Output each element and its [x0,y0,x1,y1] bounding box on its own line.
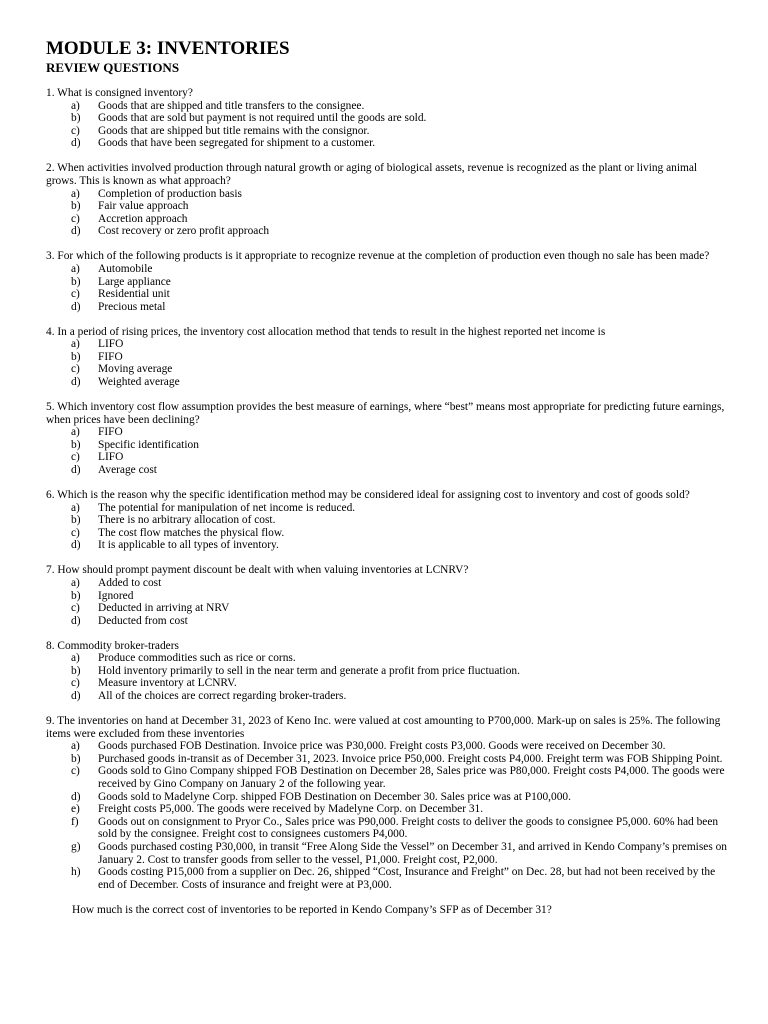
choice-text: Goods purchased FOB Destination. Invoice price was P30,000. Freight costs P3,000. Goods were received on December 30. [98,740,666,753]
choice-text: Produce commodities such as rice or corns. [98,652,296,665]
choice-text: Goods costing P15,000 from a supplier on Dec. 26, shipped “Cost, Insurance and Freight” on Dec. 28, but had not been received by the end of December. Costs of insurance and freight were at P3,000. [98,866,716,891]
choice-item [46,665,728,678]
choice-letter: c) [71,363,80,376]
choice-item [46,690,728,703]
choice-letter: a) [71,99,80,112]
choice-list [46,188,728,238]
choice-item [46,677,728,690]
choice-list [46,740,728,891]
question-text: 6. Which is the reason why the specific identification method may be considered ideal for assigning cost to inventory and cost of goods sold? [46,488,690,501]
choice-text: Goods out on consignment to Pryor Co., Sales price was P90,000. Freight costs to deliver the goods to consignee P5,000. 60% had been sold by the consignee. Freight cost to consignees customers P4,000. [98,815,719,841]
choice-item [46,652,728,665]
choice-letter: b) [71,589,81,602]
question-block [46,326,728,389]
choice-letter: c) [71,765,80,778]
choice-item [46,464,728,477]
choice-text: Weighted average [98,376,180,389]
choice-text: Precious metal [98,300,166,313]
choice-letter: g) [71,841,81,853]
choice-letter: a) [71,501,80,514]
choice-text: FIFO [98,426,123,439]
choice-item [46,803,728,816]
choice-item [46,514,728,527]
choice-letter: a) [71,576,80,589]
choice-item [46,426,728,439]
choice-text: Freight costs P5,000. The goods were received by Madelyne Corp. on December 31. [98,803,484,816]
choice-item [46,590,728,603]
question-text: 4. In a period of rising prices, the inventory cost allocation method that tends to result in the highest reported net income is [46,325,606,338]
choice-text: The cost flow matches the physical flow. [98,526,285,539]
choice-letter: c) [71,124,80,137]
choice-text: Automobile [98,262,153,275]
question-text: 2. When activities involved production through natural growth or aging of biological assets, revenue is recognized as the plant or living animal grows. This is known as what approach? [46,162,698,187]
choice-letter: b) [71,112,81,125]
choice-item [46,740,728,753]
question-block [46,250,728,313]
page-subtitle: REVIEW QUESTIONS [46,60,180,75]
choice-letter: d) [71,614,81,627]
choice-item [46,200,728,213]
final-question: How much is the correct cost of inventories to be reported in Kendo Company’s SFP as of December 31? [72,903,552,916]
choice-letter: h) [71,866,81,879]
choice-text: Deducted in arriving at NRV [98,602,230,615]
choice-item [46,841,728,866]
choice-text: FIFO [98,350,123,363]
choice-text: Goods sold to Madelyne Corp. shipped FOB Destination on December 30. Sales price was at P100,000. [98,790,571,803]
question-text: 7. How should prompt payment discount be dealt with when valuing inventories at LCNRV? [46,564,469,577]
choice-item [46,137,728,150]
choice-letter: b) [71,275,81,288]
choice-list [46,100,728,150]
choice-letter: c) [71,526,80,539]
choice-list [46,263,728,313]
choice-text: Goods that have been segregated for shipment to a customer. [98,137,376,150]
question-text: 1. What is consigned inventory? [46,87,193,99]
question-block [46,489,728,552]
choice-letter: b) [71,514,81,527]
choice-text: There is no arbitrary allocation of cost. [98,514,276,527]
choice-letter: c) [71,288,80,301]
choice-letter: b) [71,752,81,765]
choice-letter: a) [71,338,80,351]
choice-item [46,376,728,389]
choice-item [46,301,728,314]
choice-item [46,502,728,515]
choice-letter: d) [71,137,81,150]
choice-letter: c) [71,451,80,464]
choice-item [46,753,728,766]
choice-item [46,225,728,238]
choice-letter: d) [71,376,81,389]
choice-letter: c) [71,602,80,615]
choice-item [46,351,728,364]
choice-text: Goods purchased costing P30,000, in transit “Free Along Side the Vessel” on December 31, and arrived in Kendo Company’s premises on January 2. Cost to transfer goods from seller to the vessel, P1,000. Freight cost, P2,000. [98,841,728,866]
choice-item [46,213,728,226]
choice-text: Moving average [98,363,173,376]
choice-list [46,577,728,627]
choice-text: Cost recovery or zero profit approach [98,225,270,238]
choice-letter: c) [71,677,80,690]
question-block [46,564,728,627]
choice-letter: d) [71,790,81,803]
choice-text: Accretion approach [98,212,188,225]
choice-text: LIFO [98,451,124,464]
choice-text: Goods that are shipped but title remains with the consignor. [98,124,370,137]
choice-text: Hold inventory primarily to sell in the near term and generate a profit from price fluctuation. [98,664,520,677]
choice-item [46,765,728,790]
question-text: 3. For which of the following products is it appropriate to recognize revenue at the completion of production even though no sale has been made? [46,250,710,263]
choice-item [46,602,728,615]
choice-letter: c) [71,212,80,225]
page-title: MODULE 3: INVENTORIES [46,38,290,59]
choice-item [46,188,728,201]
choice-letter: d) [71,300,81,313]
choice-text: Average cost [98,464,157,476]
choice-text: Ignored [98,589,134,602]
choice-letter: d) [71,464,81,476]
choice-item [46,363,728,376]
choice-item [46,338,728,351]
choice-item [46,112,728,125]
choice-text: Goods sold to Gino Company shipped FOB Destination on December 28, Sales price was P80,000. Freight costs P4,000. The goods were received by Gino Company on January 2 of the following year. [98,765,725,791]
choice-list [46,502,728,552]
question-block [46,715,728,891]
choice-text: All of the choices are correct regarding broker-traders. [98,690,347,703]
choice-letter: b) [71,200,81,213]
choice-item [46,288,728,301]
choice-item [46,451,728,464]
choice-text: LIFO [98,338,124,351]
choice-letter: d) [71,539,81,552]
choice-text: Deducted from cost [98,614,188,627]
choice-letter: d) [71,690,81,703]
choice-item [46,100,728,113]
question-block [46,401,728,477]
choice-letter: b) [71,438,81,451]
choice-item [46,539,728,552]
question-block [46,162,728,238]
choice-item [46,577,728,590]
choice-item [46,527,728,540]
question-text: 8. Commodity broker-traders [46,639,179,652]
choice-item [46,866,728,891]
choice-letter: b) [71,664,81,677]
question-list [46,87,728,891]
choice-letter: a) [71,187,80,200]
choice-text: The potential for manipulation of net income is reduced. [98,501,356,514]
choice-item [46,791,728,804]
choice-letter: a) [71,426,80,439]
choice-list [46,426,728,476]
choice-item [46,125,728,138]
choice-item [46,615,728,628]
choice-letter: a) [71,740,80,753]
choice-text: Goods that are shipped and title transfers to the consignee. [98,99,365,112]
choice-text: Added to cost [98,576,162,589]
choice-letter: a) [71,262,80,275]
choice-text: It is applicable to all types of inventory. [98,539,279,552]
question-text: 9. The inventories on hand at December 31, 2023 of Keno Inc. were valued at cost amounting to P700,000. Mark-up on sales is 25%. The following items were excluded from these inventories [46,715,721,740]
choice-list [46,338,728,388]
choice-text: Completion of production basis [98,187,242,200]
choice-text: Purchased goods in-transit as of December 31, 2023. Invoice price P50,000. Freight costs P4,000. Freight term was FOB Shipping Point. [98,752,723,765]
choice-letter: e) [71,803,80,816]
choice-letter: d) [71,225,81,238]
choice-text: Residential unit [98,288,170,301]
choice-item [46,276,728,289]
question-block [46,640,728,703]
choice-text: Goods that are sold but payment is not required until the goods are sold. [98,112,427,125]
question-text: 5. Which inventory cost flow assumption provides the best measure of earnings, where “best” means most appropriate for predicting future earnings, when prices have been declining? [46,401,725,426]
choice-text: Measure inventory at LCNRV. [98,677,237,690]
choice-letter: b) [71,350,81,363]
choice-letter: a) [71,652,80,665]
choice-list [46,652,728,702]
choice-item [46,263,728,276]
choice-item [46,816,728,841]
choice-text: Fair value approach [98,200,189,213]
choice-text: Large appliance [98,275,171,288]
question-block [46,87,728,150]
choice-letter: f) [71,815,79,828]
choice-text: Specific identification [98,438,199,451]
choice-item [46,439,728,452]
